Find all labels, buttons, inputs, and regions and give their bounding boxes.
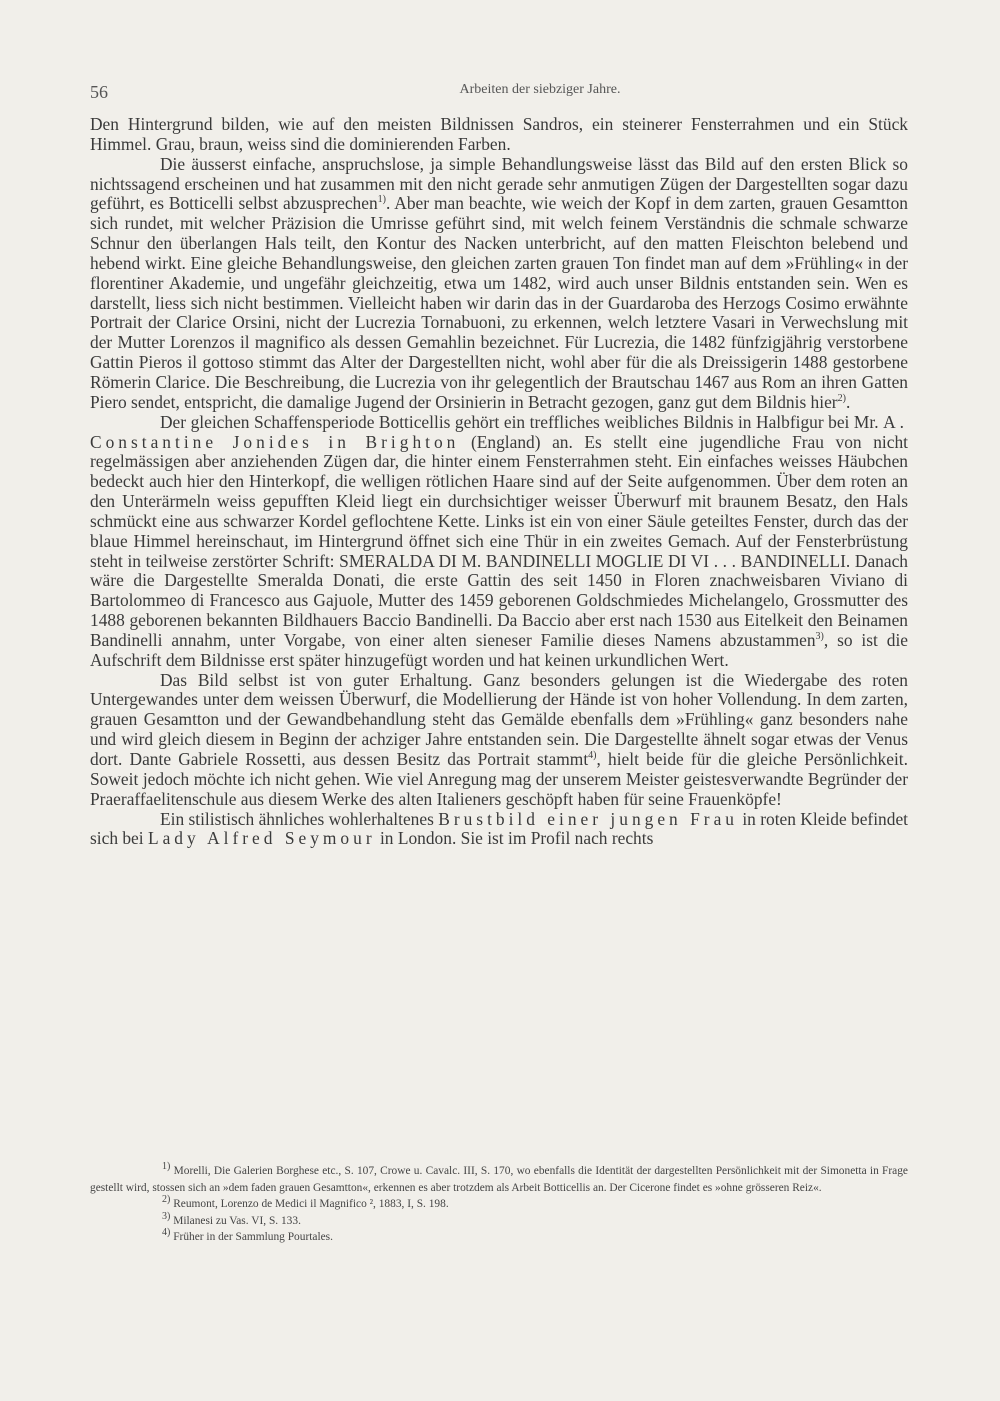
paragraph-5: Ein stilistisch ähnliches wohlerhaltenes Brustbild einer jungen Frau in roten Kleide befindet sich bei Lady Alfred Seymour in London. Sie ist im Profil nach rechts (90, 808, 908, 849)
page-number: 56 (90, 82, 108, 102)
footnote-4: 4) Früher in der Sammlung Pourtales. (162, 1227, 333, 1243)
body-text (90, 115, 908, 849)
paragraph-2: Die äusserst einfache, anspruchslose, ja simple Behandlungsweise lässt das Bild auf den ersten Blick so nichtssagend erscheinen und hat zusammen mit den nicht gerade sehr anmutigen Zügen der Dargestellten sogar dazu geführt, es Botticelli selbst abzusprechen$^{1)}$. Aber man beachte, wie weich der Kopf in dem zarten, grauen Gesamtton sich rundet, mit welcher Präzision die Umrisse geführt sind, mit welch feinem Verständnis die schmale schwarze Schnur den überlangen Hals teilt, den Kontur des Nacken unterbricht, auf den matten Fleischton belebend und hebend wirkt. Eine gleiche Behandlungsweise, den gleichen zarten grauen Ton findet man auf dem »Frühling« in der florentiner Akademie, und ungefähr gleichzeitig, etwa um 1482, wird auch unser Bildnis entstanden sein. Wen es darstellt, liess sich nicht bestimmen. Vielleicht haben wir darin das in der Guardaroba des Herzogs Cosimo erwähnte Portrait der Clarice Orsini, nicht der Lucrezia Tornabuoni, zu erkennen, welch letztere Vasari in Verwechslung mit der Mutter Lorenzos il magnifico als dessen Gemahlin bezeichnet. Für Lucrezia, die 1482 fünfzigjährig verstorbene Gattin Pieros il gottoso stimmt das Alter der Dargestellten nicht, wohl aber für die als Dreissigerin 1488 gestorbene Römerin Clarice. Die Beschreibung, die Lucrezia von ihr gelegentlich der Brautschau 1467 aus Rom an ihren Gatten Piero sendet, entspricht, die damalige Jugend der Orsinierin in Betracht gezogen, ganz gut dem Bildnis hier$^{2)}$. (90, 153, 908, 412)
footnote-ref-1: 1) (377, 194, 386, 206)
paragraph-3: Der gleichen Schaffensperiode Botticellis gehört ein treffliches weibliches Bildnis in Halbfigur bei Mr. A. Constantine Jonides in Brighton (England) an. Es stellt eine jugendliche Frau von nicht regelmässigen aber anziehenden Zügen dar, die hinter einem Fensterrahmen steht. Ein einfaches weisses Häubchen bedeckt auch hier den Hinterkopf, die welligen rötlichen Haare sind auf der Seite aufgenommen. Über dem roten an den Unterärmeln weiss gepufften Kleid liegt ein durchsichtiger weisser Überwurf mit braunem Besatz, den Hals schmückt eine aus schwarzer Kordel geflochtene Kette. Links ist ein von einer Säule geteiltes Fenster, durch das der blaue Himmel hereinschaut, im Hintergrund öffnet sich eine Thür in ein zweites Gemach. Auf der Fensterbrüstung steht in teilweise zerstörter Schrift: SMERALDA DI M. BANDINELLI MOGLIE DI VI . . . BANDINELLI. Danach wäre die Dargestellte Smeralda Donati, die erste Gattin des seit 1450 in Floren znachweisbaren Viviano di Bartolommeo di Francesco aus Gajuole, Mutter des 1459 geborenen Goldschmiedes Michelangelo, Grossmutter des 1488 geborenen bekannten Bildhauers Baccio Bandinelli. Da Baccio aber erst nach 1530 aus Eitelkeit den Beinamen Bandinelli annahm, unter Vorgabe, von einer alten sieneser Familie dieses Namens abzustammen$^{3)}$, so ist die Aufschrift dem Bildnisse erst später hinzugefügt worden und hat keinen urkundlichen Wert. (90, 411, 908, 670)
footnote-ref-2: 2) (837, 393, 846, 405)
footnote-ref-4: 4) (588, 750, 597, 762)
running-head: Arbeiten der siebziger Jahre. (459, 82, 621, 97)
page-header (90, 82, 910, 108)
footnote-3: 3) Milanesi zu Vas. VI, S. 133. (162, 1210, 301, 1227)
footnote-1: 1) Morelli, Die Galerien Borghese etc., S. 107, Crowe u. Cavalc. III, S. 170, wo ebenfalls die Identität der dargestellten Persönlichkeit mit der Simonetta in Frage gestellt wird, stossen sich an »dem faden grauen Gesamtton«, erkennen es aber trotzdem als Arbeit Botticellis an. Der Cicerone findet es »ohne grösseren Reiz«. (90, 1161, 908, 1194)
painting-title-spaced: Brustbild einer jungen Frau (438, 808, 738, 829)
owner-name-spaced: Lady Alfred Seymour (147, 828, 376, 849)
owner-name-spaced: A. Constantine Jonides in Brighton (90, 411, 908, 452)
footnotes (90, 1163, 908, 1246)
paragraph-1: Den Hintergrund bilden, wie auf den meisten Bildnissen Sandros, ein steinerer Fensterrahmen und ein Stück Himmel. Grau, braun, weiss sind die dominierenden Farben. (90, 114, 908, 154)
footnote-2: 2) Reumont, Lorenzo de Medici il Magnifico ², 1883, I, S. 198. (162, 1194, 449, 1210)
footnote-ref-3: 3) (815, 631, 824, 643)
paragraph-4: Das Bild selbst ist von guter Erhaltung. Ganz besonders gelungen ist die Wiedergabe des roten Untergewandes unter dem weissen Überwurf, die Modellierung der Hände ist von hoher Vollendung. In dem zarten, grauen Gesamtton und der Gewandbehandlung steht das Gemälde ebenfalls dem »Frühling« ganz besonders nahe und wird gleich diesem in Beginn der achziger Jahre entstanden sein. Die Dargestellte ähnelt sogar etwas der Venus dort. Dante Gabriele Rossetti, aus dessen Besitz das Portrait stammt$^{4)}$, hielt beide für die gleiche Persönlichkeit. Soweit jedoch möchte ich nicht gehen. Wie viel Anregung mag der unserem Meister geistesverwandte Begründer der Praeraffaelitenschule aus diesem Werke des alten Italieners geschöpft haben für seine Frauenköpfe! (90, 669, 908, 809)
